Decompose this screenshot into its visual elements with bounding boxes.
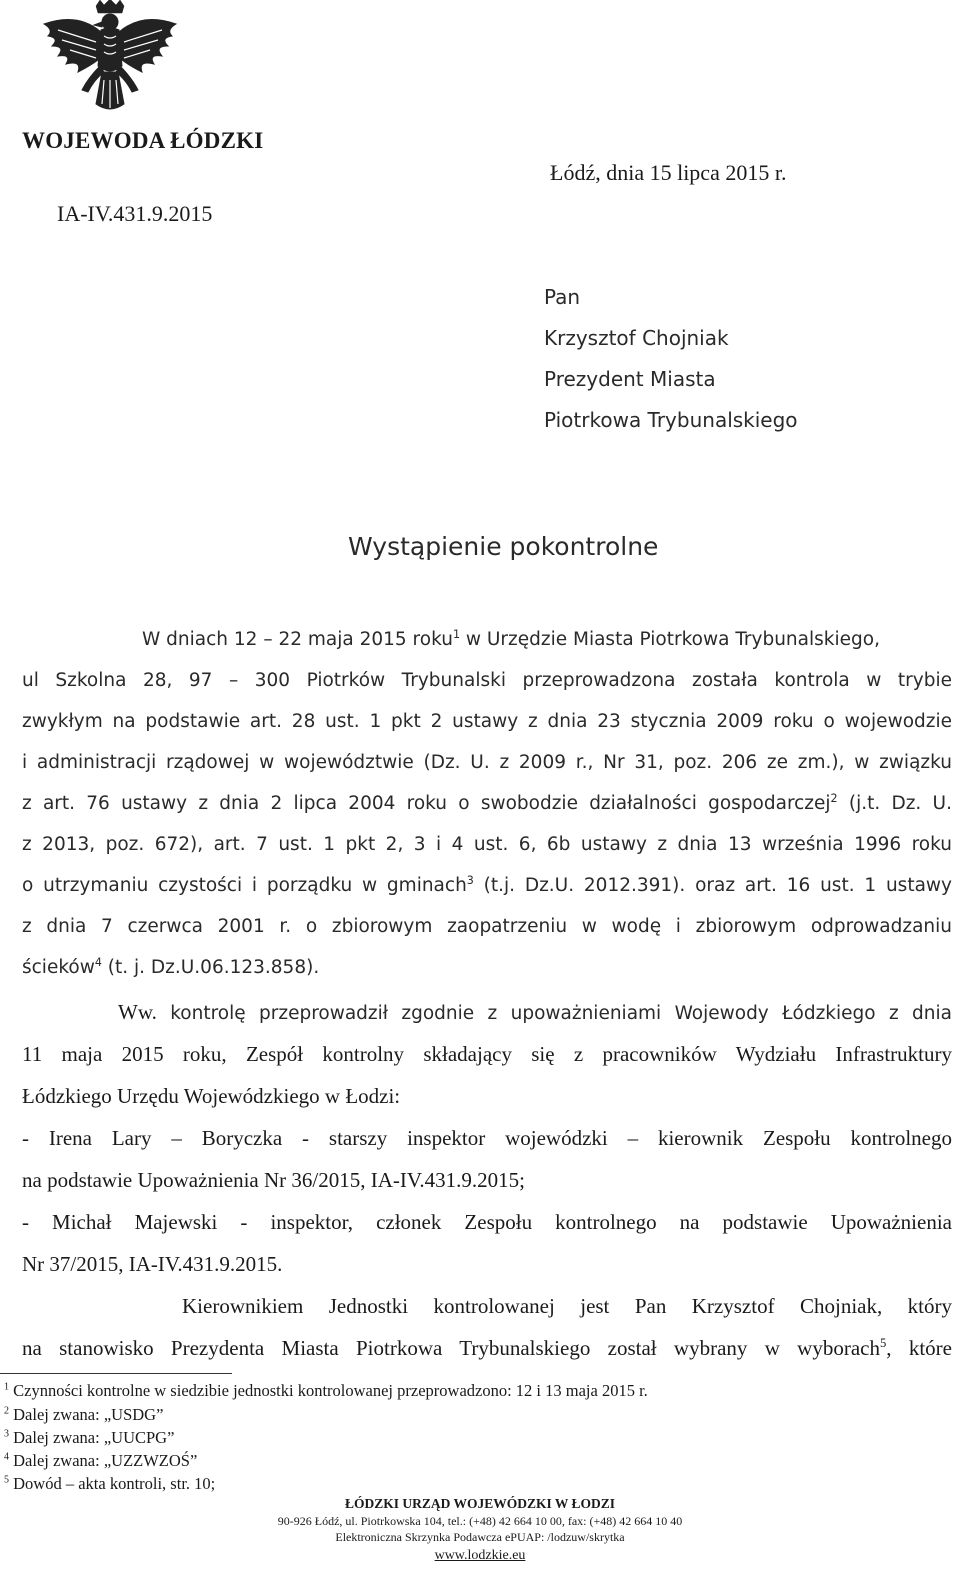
paragraph1-line5: z art. 76 ustawy z dnia 2 lipca 2004 roku o swobodzie działalności gospodarczej$^2$ (j.t. Dz. U. [22,793,952,814]
footnote-4: $^4$ Dalej zwana: „UZZWZOŚ” [4,1451,198,1470]
document-title: Wystąpienie pokontrolne [348,532,659,561]
paragraph1-line7: o utrzymaniu czystości i porządku w gminach$^3$ (t.j. Dz.U. 2012.391). oraz art. 16 ust. 1 ustawy [22,875,952,896]
paragraph2-line7: Nr 37/2015, IA-IV.431.9.2015. [22,1252,283,1276]
paragraph2-line3: Łódzkiego Urzędu Wojewódzkiego w Łodzi: [22,1084,401,1108]
issuer-name: WOJEWODA ŁÓDZKI [22,128,264,153]
footnote-3: $^3$ Dalej zwana: „UUCPG” [4,1428,175,1447]
office-epuap: Elektroniczna Skrzynka Podawcza ePUAP: /lodzuw/skrytka [335,1530,625,1544]
paragraph2-line1: Ww. kontrolę przeprowadził zgodnie z upoważnieniami Wojewody Łódzkiego z dnia [118,1000,952,1024]
paragraph1-line6: z 2013, poz. 672), art. 7 ust. 1 pkt 2, 3 i 4 ust. 6, 6b ustawy z dnia 13 września 1996 roku [22,834,952,855]
paragraph2-line5: na podstawie Upoważnienia Nr 36/2015, IA-IV.431.9.2015; [22,1168,525,1192]
footnote-2: $^2$ Dalej zwana: „USDG” [4,1405,164,1424]
recipient-city: Piotrkowa Trybunalskiego [544,408,798,432]
office-website-link[interactable]: www.lodzkie.eu [434,1548,526,1563]
paragraph3-line2: na stanowisko Prezydenta Miasta Piotrkowa Trybunalskiego został wybrany w wyborach$^5$, które [22,1336,952,1360]
polish-eagle-emblem-icon [38,0,183,118]
recipient-salutation: Pan [544,285,581,309]
footnote-1: $^1$ Czynności kontrolne w siedzibie jednostki kontrolowanej przeprowadzono: 12 i 13 maja 2015 r. [4,1381,648,1400]
office-name: ŁÓDZKI URZĄD WOJEWÓDZKI W ŁODZI [344,1496,616,1511]
case-number: IA-IV.431.9.2015 [57,201,213,226]
paragraph2-line4: - Irena Lary – Boryczka - starszy inspektor wojewódzki – kierownik Zespołu kontrolnego [22,1126,952,1150]
paragraph2-line6: - Michał Majewski - inspektor, członek Zespołu kontrolnego na podstawie Upoważnienia [22,1210,952,1234]
recipient-name: Krzysztof Chojniak [544,326,729,350]
paragraph1-line2: ul Szkolna 28, 97 – 300 Piotrków Trybunalski przeprowadzona została kontrola w trybie [22,670,952,691]
recipient-position: Prezydent Miasta [544,367,716,391]
footnote-separator [0,1373,232,1374]
paragraph2-line2: 11 maja 2015 roku, Zespół kontrolny składający się z pracowników Wydziału Infrastruktury [22,1042,952,1066]
paragraph1-line3: zwykłym na podstawie art. 28 ust. 1 pkt 2 ustawy z dnia 23 stycznia 2009 roku o wojewodzie [22,711,952,732]
paragraph1-line1: W dniach 12 – 22 maja 2015 roku$^1$ w Urzędzie Miasta Piotrkowa Trybunalskiego, [142,627,880,650]
office-address: 90-926 Łódź, ul. Piotrkowska 104, tel.: (+48) 42 664 10 00, fax: (+48) 42 664 10 40 [277,1514,683,1528]
paragraph1-line4: i administracji rządowej w województwie (Dz. U. z 2009 r., Nr 31, poz. 206 ze zm.), w związku [22,752,952,773]
paragraph1-line9: ścieków$^4$ (t. j. Dz.U.06.123.858). [22,955,320,978]
city-date: Łódź, dnia 15 lipca 2015 r. [550,160,787,185]
paragraph3-line1: Kierownikiem Jednostki kontrolowanej jest Pan Krzysztof Chojniak, który [182,1294,952,1318]
paragraph1-line8: z dnia 7 czerwca 2001 r. o zbiorowym zaopatrzeniu w wodę i zbiorowym odprowadzaniu [22,916,952,937]
footnote-5: $^5$ Dowód – akta kontroli, str. 10; [4,1474,216,1493]
